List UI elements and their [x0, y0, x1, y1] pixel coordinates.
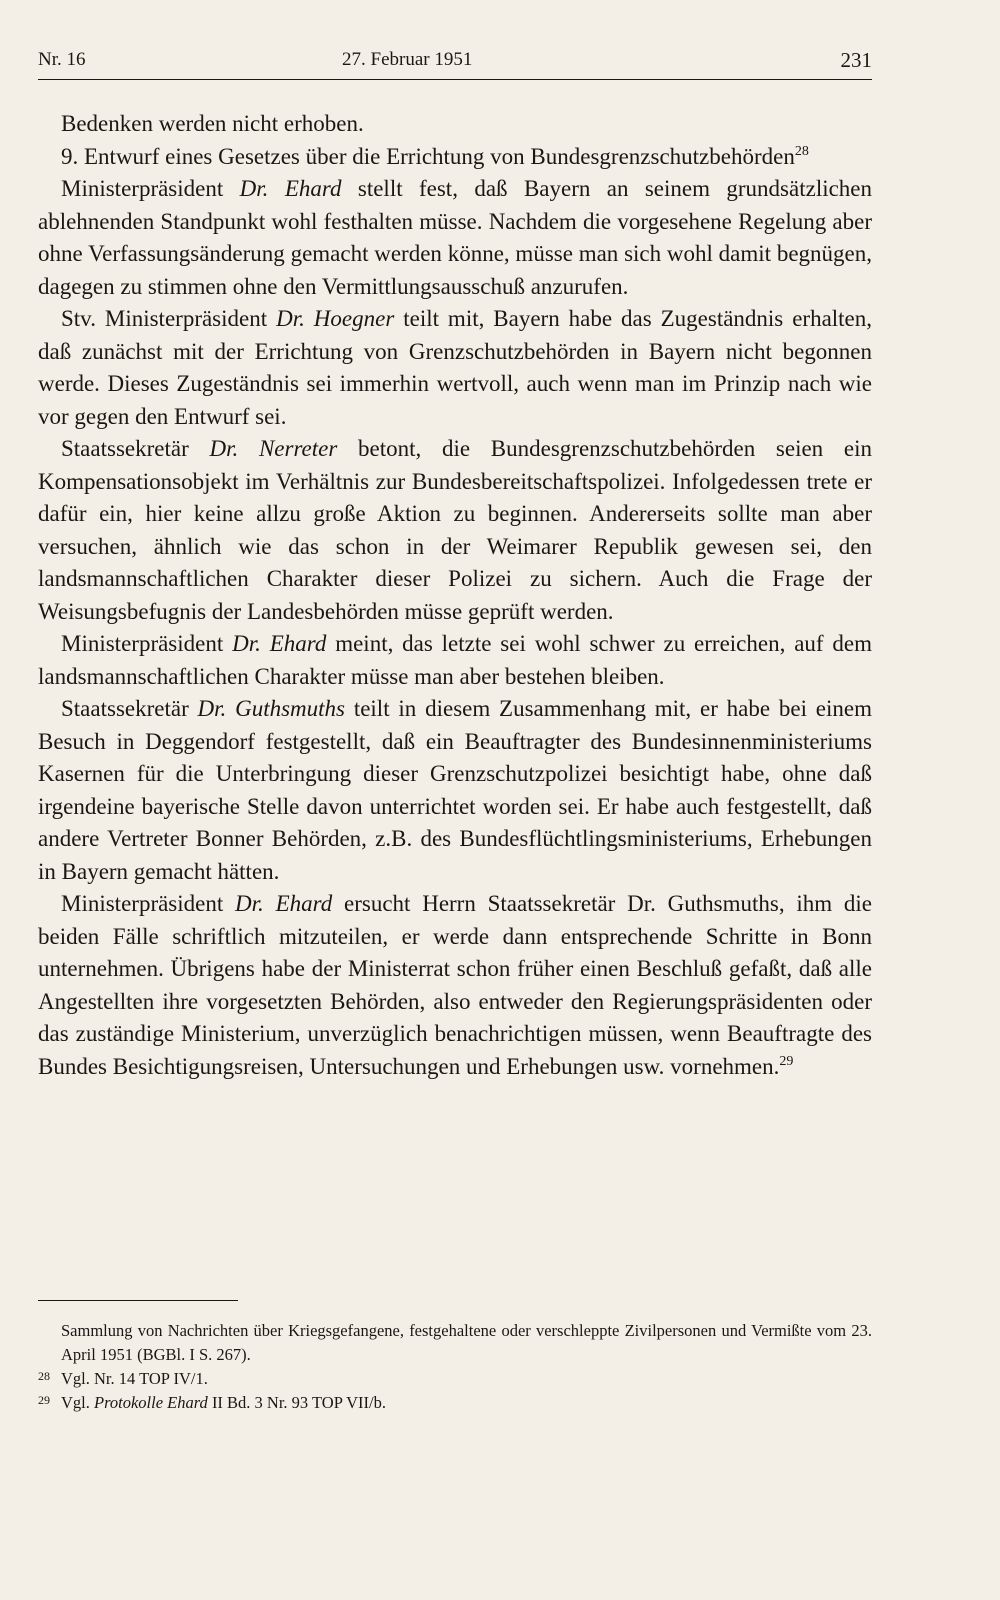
speaker-role: Ministerpräsident	[61, 631, 233, 656]
footnote-text: II Bd. 3 Nr. 93 TOP VII/b.	[207, 1393, 386, 1412]
paragraph-text: stellt fest, daß Bayern an seinem grundsätzlichen ablehnenden Standpunkt wohl festhalten müsse. Nachdem die vorgesehene Regelung aber ohne Verfassungsänderung gemacht werden könne, müsse man sich wohl damit begnügen, dagegen zu stimmen ohne den Vermittlungsausschuß anzurufen.	[38, 176, 873, 299]
main-text	[38, 108, 872, 1083]
footnote-text: Vgl. Nr. 14 TOP IV/1.	[61, 1369, 208, 1388]
speaker-name: Guthsmuths	[235, 696, 346, 721]
footnotes	[38, 1319, 872, 1415]
speaker-role: Staatssekretär	[61, 436, 210, 461]
paragraph	[38, 303, 872, 433]
paragraph	[38, 108, 872, 141]
speaker-name: Nerreter	[258, 436, 338, 461]
paragraph	[38, 628, 872, 693]
paragraph-text: teilt in diesem Zusammenhang mit, er habe bei einem Besuch in Deggendorf festgestellt, daß ein Beauftragter des Bundesinnenministeriums Kasernen für die Unterbringung dieser Grenzschutzpolizei besichtigt habe, ohne daß irgendeine bayerische Stelle davon unterrichtet worden sei. Er habe auch festgestellt, daß andere Vertreter Bonner Behörden, z.B. des Bundesflüchtlingsministeriums, Erhebungen in Bayern gemacht hätten.	[38, 696, 872, 884]
paragraph-text: betont, die Bundesgrenzschutzbehörden seien ein Kompensationsobjekt im Verhältnis zur Bundesbereitschaftspolizei. Infolgedessen trete er dafür ein, hier keine allzu große Aktion zu beginnen. Andererseits sollte man aber versuchen, ähnlich wie das schon in der Weimarer Republik gewesen sei, den landsmannschaftlichen Charakter dieser Polizei zu sichern. Auch die Frage der Weisungsbefugnis der Landesbehörden müsse geprüft werden.	[38, 436, 872, 624]
paragraph-text: ersucht Herrn Staatssekretär Dr. Guthsmuths, ihm die beiden Fälle schriftlich mitzuteilen, er werde dann entsprechende Schritte in Bonn unternehmen. Übrigens habe der Ministerrat schon früher einen Beschluß gefaßt, daß alle Angestellten ihre vorgesetzten Behörden, also entweder den Regierungspräsidenten oder das zuständige Ministerium, unverzüglich benachrichtigen müssen, wenn Beauftragte des Bundes Besichtigungsreisen, Untersuchungen und Erhebungen usw. vornehmen.	[38, 891, 873, 1079]
header-rule	[38, 79, 872, 80]
paragraph-text: meint, das letzte sei wohl schwer zu erreichen, auf dem landsmannschaftlichen Charakter müsse man aber bestehen bleiben.	[38, 631, 872, 689]
paragraph-text: teilt mit, Bayern habe das Zugeständnis erhalten, daß zunächst mit der Errichtung von Grenzschutzbehörden in Bayern nicht begonnen werde. Dieses Zugeständnis sei immerhin wertvoll, auch wenn man im Prinzip nach wie vor gegen den Entwurf sei.	[38, 306, 873, 429]
speaker-name: Ehard	[284, 176, 342, 201]
speaker-title: Dr.	[276, 306, 305, 331]
speaker-title: Dr.	[209, 436, 239, 461]
footnote-ref: 28	[794, 143, 809, 159]
paragraph	[38, 173, 872, 303]
issue-number: Nr. 16	[38, 49, 86, 70]
agenda-item-heading	[38, 141, 872, 174]
footnote-29	[38, 1391, 872, 1415]
paragraph	[38, 433, 872, 628]
speaker-name: Ehard	[269, 631, 327, 656]
speaker-title: Dr.	[197, 696, 227, 721]
speaker-name: Ehard	[275, 891, 333, 916]
agenda-item-text: 9. Entwurf eines Gesetzes über die Errichtung von Bundesgrenzschutzbehörden	[61, 143, 795, 169]
footnote-28	[38, 1367, 872, 1391]
speaker-role: Ministerpräsident	[61, 891, 236, 916]
paragraph	[38, 693, 872, 888]
speaker-title: Dr.	[239, 176, 269, 201]
footnote-ref: 29	[779, 1053, 794, 1069]
footnote-mark: 28	[38, 1369, 50, 1383]
speaker-role: Stv. Ministerpräsident	[61, 306, 277, 331]
paragraph-text: Bedenken werden nicht erhoben.	[61, 111, 364, 136]
running-header	[38, 44, 872, 76]
speaker-title: Dr.	[232, 631, 261, 656]
speaker-name: Hoegner	[313, 306, 395, 331]
speaker-role: Ministerpräsident	[61, 176, 240, 201]
page-number: 231	[840, 48, 872, 72]
paragraph	[38, 888, 872, 1083]
footnote-mark: 29	[38, 1393, 50, 1407]
speaker-title: Dr.	[235, 891, 264, 916]
speaker-role: Staatssekretär	[61, 696, 198, 721]
footnote-text: Vgl.	[61, 1393, 94, 1412]
footnote-source-title: Protokolle Ehard	[94, 1393, 208, 1412]
footnote-continued: Sammlung von Nachrichten über Kriegsgefangene, festgehaltene oder verschleppte Zivilpersonen und Vermißte vom 23. April 1951 (BGBl. I S. 267).	[61, 1321, 872, 1364]
footnote-rule	[38, 1300, 238, 1301]
header-date: 27. Februar 1951	[342, 49, 473, 70]
